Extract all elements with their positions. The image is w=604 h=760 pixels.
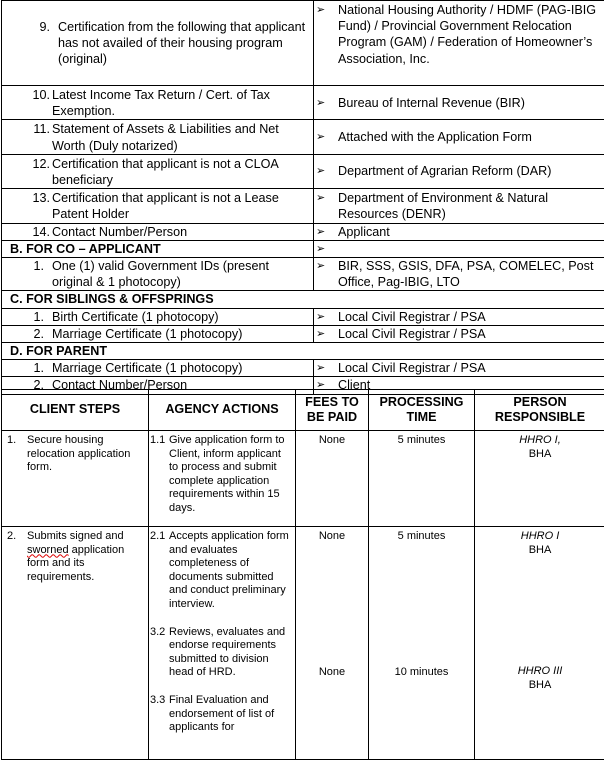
- person-title: HHRO I: [475, 527, 604, 544]
- table-row: [2, 308, 604, 325]
- agency-text: Local Civil Registrar / PSA: [338, 326, 604, 342]
- requirement-text: Statement of Assets & Liabilities and Net Worth (Duly notarized): [50, 121, 309, 153]
- section-title: B. FOR CO – APPLICANT: [2, 240, 314, 257]
- header-row: [2, 390, 604, 431]
- requirement-text: One (1) valid Government IDs (present original & 1 photocopy): [44, 258, 309, 290]
- arrow-bullet-icon: ➢: [314, 95, 338, 111]
- fee-cell: None: [296, 431, 369, 527]
- arrow-bullet-icon: ➢: [314, 129, 338, 145]
- table-row: [2, 325, 604, 342]
- person-office: BHA: [475, 679, 604, 693]
- table-row: [2, 258, 604, 291]
- action-number: 3.2: [150, 626, 169, 680]
- action-text: Accepts application form and evaluates completeness of documents submitted and conduct preliminary interview.: [169, 530, 291, 612]
- row-number: 2.: [30, 377, 44, 393]
- table-row: [2, 223, 604, 240]
- arrow-bullet-icon: ➢: [314, 2, 338, 67]
- step-text: Submits signed and sworned application form and its requirements.: [27, 530, 144, 584]
- agency-text: Bureau of Internal Revenue (BIR): [338, 95, 604, 111]
- requirement-text: Certification that applicant is not a CLOA beneficiary: [50, 156, 309, 188]
- step-number: 2.: [7, 530, 27, 584]
- row-number: 11.: [30, 121, 50, 153]
- section-title: C. FOR SIBLINGS & OFFSPRINGS: [2, 291, 604, 308]
- agency-text: Department of Environment & Natural Resources (DENR): [338, 190, 604, 222]
- requirement-text: Marriage Certificate (1 photocopy): [44, 360, 309, 376]
- row-number: 10.: [30, 87, 50, 119]
- section-row: [2, 343, 604, 360]
- row-number: 1.: [30, 309, 44, 325]
- requirement-text: Contact Number/Person: [50, 224, 309, 240]
- arrow-bullet-icon: ➢: [314, 258, 338, 290]
- section-title: D. FOR PARENT: [2, 343, 604, 360]
- arrow-bullet-icon: ➢: [314, 190, 338, 222]
- agency-text: Local Civil Registrar / PSA: [338, 309, 604, 325]
- agency-text: National Housing Authority / HDMF (PAG-IBIG Fund) / Provincial Government Relocation Program (GAM) / Federation of Homeowner’s Association, Inc.: [338, 2, 604, 67]
- table-row: [2, 360, 604, 377]
- agency-text: BIR, SSS, GSIS, DFA, PSA, COMELEC, Post Office, Pag-IBIG, LTO: [338, 258, 604, 290]
- requirement-text: Marriage Certificate (1 photocopy): [44, 326, 309, 342]
- person-office: BHA: [475, 544, 604, 558]
- requirement-text: Latest Income Tax Return / Cert. of Tax Exemption.: [50, 87, 309, 119]
- agency-text: Department of Agrarian Reform (DAR): [338, 163, 604, 179]
- section-row: [2, 291, 604, 308]
- action-text: Final Evaluation and endorsement of list of applicants for: [169, 694, 291, 735]
- table-row: [2, 1, 604, 86]
- action-text: Reviews, evaluates and endorse requirements submitted to division head of HRD.: [169, 626, 291, 680]
- table-row: [2, 527, 604, 760]
- row-number: 13.: [30, 190, 50, 222]
- section-row: [2, 240, 604, 257]
- arrow-bullet-icon: ➢: [314, 241, 338, 257]
- row-number: 12.: [30, 156, 50, 188]
- header-agency-actions: AGENCY ACTIONS: [149, 390, 296, 431]
- fee-cell: None: [296, 544, 368, 680]
- row-number: 14.: [30, 224, 50, 240]
- arrow-bullet-icon: ➢: [314, 309, 338, 325]
- agency-text: Local Civil Registrar / PSA: [338, 360, 604, 376]
- row-number: 9.: [28, 19, 50, 68]
- row-number: 2.: [30, 326, 44, 342]
- person-cell: [475, 431, 604, 527]
- fee-cell: None: [296, 527, 368, 544]
- table-row: [2, 189, 604, 223]
- requirement-text: Certification that applicant is not a Lease Patent Holder: [50, 190, 309, 222]
- time-cell: 5 minutes: [369, 527, 474, 544]
- requirement-text: Certification from the following that applicant has not availed of their housing program (original): [50, 19, 309, 68]
- row-number: 1.: [30, 360, 44, 376]
- person-title: HHRO III: [475, 557, 604, 679]
- requirements-table: [1, 0, 604, 395]
- table-row: [2, 86, 604, 120]
- action-text: Give application form to Client, inform applicant to process and submit complete application requirements within 15 days.: [169, 434, 291, 516]
- time-cell: 10 minutes: [369, 544, 474, 680]
- row-number: 1.: [30, 258, 44, 290]
- agency-text: Client: [338, 377, 604, 393]
- agency-text: Applicant: [338, 224, 604, 240]
- requirement-text: Birth Certificate (1 photocopy): [44, 309, 309, 325]
- action-number: 3.3: [150, 694, 169, 735]
- header-fees: FEES TO BE PAID: [296, 390, 369, 431]
- step-number: 1.: [7, 434, 27, 475]
- process-table: [1, 389, 604, 760]
- action-number: 2.1: [150, 530, 169, 612]
- arrow-bullet-icon: ➢: [314, 377, 338, 393]
- person-office: BHA: [475, 448, 604, 462]
- spellcheck-underline: sworned: [27, 544, 69, 556]
- arrow-bullet-icon: ➢: [314, 326, 338, 342]
- step-text: Secure housing relocation application form.: [27, 434, 144, 475]
- table-row: [2, 154, 604, 188]
- agency-text: [338, 241, 604, 257]
- arrow-bullet-icon: ➢: [314, 360, 338, 376]
- table-row: [2, 431, 604, 527]
- requirement-text: Contact Number/Person: [44, 377, 309, 393]
- agency-text: Attached with the Application Form: [338, 129, 604, 145]
- table-row: [2, 120, 604, 154]
- header-client-steps: CLIENT STEPS: [2, 390, 149, 431]
- arrow-bullet-icon: ➢: [314, 163, 338, 179]
- person-title: HHRO I,: [475, 434, 604, 448]
- header-person-responsible: PERSON RESPONSIBLE: [475, 390, 604, 431]
- arrow-bullet-icon: ➢: [314, 224, 338, 240]
- time-cell: 5 minutes: [369, 431, 475, 527]
- header-processing-time: PROCESSING TIME: [369, 390, 475, 431]
- action-number: 1.1: [150, 434, 169, 516]
